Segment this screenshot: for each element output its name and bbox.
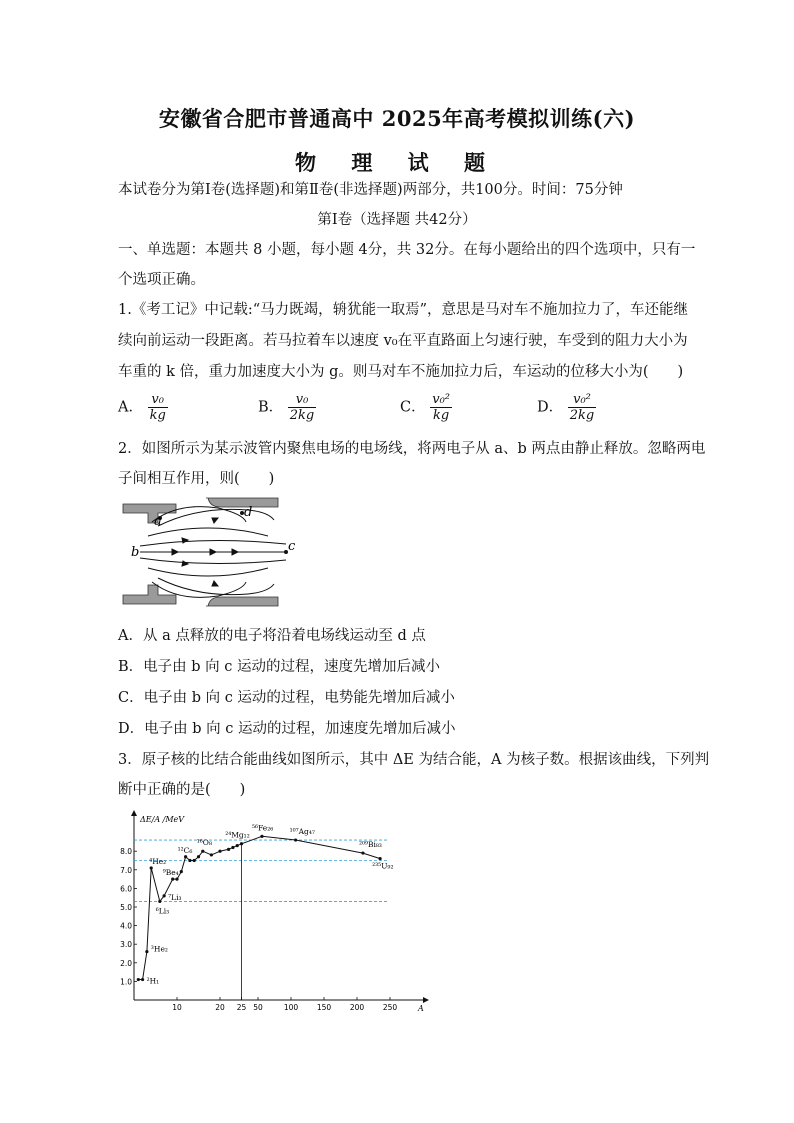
data-point bbox=[171, 878, 174, 881]
x-tick-label: 20 bbox=[215, 1003, 225, 1012]
x-tick-label: 25 bbox=[236, 1003, 247, 1012]
y-tick-label: 1.0 bbox=[120, 977, 132, 987]
nuclide-label: ⁹Be₄ bbox=[162, 868, 179, 878]
part1-instructions-line2: 个选项正确。 bbox=[118, 272, 205, 288]
x-tick-label: 10 bbox=[172, 1003, 182, 1012]
chart-series bbox=[137, 835, 382, 981]
x-tick-label: 250 bbox=[382, 1003, 398, 1012]
fraction: $\frac{\text{v₀}}{2kg}$ bbox=[289, 392, 315, 423]
data-point bbox=[150, 866, 153, 869]
data-point bbox=[175, 878, 178, 881]
q1-line1: 1.《考工记》中记载:“马力既竭，辀犹能一取焉”，意思是马对车不施加拉力了，车还能继 bbox=[118, 302, 689, 318]
x-axis-label: A bbox=[418, 1004, 424, 1013]
nuclide-label: ⁵⁶Fe₂₆ bbox=[251, 823, 274, 833]
nuclide-label: ²⁴Mg₁₂ bbox=[225, 830, 250, 840]
nuclide-label: ²⁰⁹Bi₈₃ bbox=[358, 840, 382, 850]
data-point bbox=[218, 850, 221, 853]
label-d: d bbox=[244, 505, 253, 520]
q2-option-d[interactable]: D．电子由 b 向 c 运动的过程，加速度先增加后减小 bbox=[118, 721, 456, 737]
chart-annotations bbox=[147, 823, 394, 985]
q2-option-b[interactable]: B．电子由 b 向 c 运动的过程，速度先增加后减小 bbox=[118, 659, 440, 675]
x-tick-label: 50 bbox=[253, 1003, 263, 1012]
data-point bbox=[141, 978, 144, 981]
fraction: $\frac{\text{v₀²}}{2kg}$ bbox=[569, 392, 595, 423]
nuclide-label: ²³⁵U₉₂ bbox=[372, 861, 394, 871]
nuclide-label: ²H₁ bbox=[146, 976, 160, 986]
y-tick-label: 5.0 bbox=[120, 903, 132, 912]
q1-option-d[interactable]: D． $\frac{\text{v₀²}}{2kg}$ bbox=[537, 392, 595, 423]
data-point bbox=[231, 846, 234, 849]
fraction: $\frac{\text{v₀}}{kg}$ bbox=[149, 392, 166, 423]
y-tick-label: 7.0 bbox=[120, 865, 132, 875]
x-tick-label: 100 bbox=[283, 1003, 299, 1012]
x-tick-label: 150 bbox=[316, 1003, 332, 1012]
y-tick-label: 8.0 bbox=[120, 847, 132, 857]
series-line bbox=[138, 836, 380, 979]
nuclide-label: ⁷Li₃ bbox=[168, 892, 182, 902]
nuclide-label: ¹⁰⁷Ag₄₇ bbox=[289, 827, 315, 837]
x-tick-label: 200 bbox=[349, 1003, 365, 1012]
data-point bbox=[197, 855, 200, 858]
nuclide-label: ¹²C₆ bbox=[177, 845, 193, 855]
label-c: c bbox=[288, 539, 296, 554]
q1-option-c[interactable]: C． $\frac{\text{v₀²}}{kg}$ bbox=[400, 392, 450, 423]
reference-lines bbox=[134, 840, 388, 1000]
subject-title: 物 理 试 题 bbox=[295, 150, 499, 175]
y-tick-label: 3.0 bbox=[120, 940, 132, 950]
data-point bbox=[210, 853, 213, 856]
binding-energy-chart bbox=[118, 808, 438, 1016]
q2-option-a[interactable]: A．从 a 点释放的电子将沿着电场线运动至 d 点 bbox=[118, 628, 426, 644]
q2-line2: 子间相互作用，则( ) bbox=[118, 471, 275, 487]
part1-instructions-line1: 一、单选题：本题共 8 小题，每小题 4分，共 32分。在每小题给出的四个选项中，只有一 bbox=[118, 242, 696, 258]
fraction: $\frac{\text{v₀²}}{kg}$ bbox=[432, 392, 450, 423]
data-point bbox=[163, 894, 166, 897]
data-point bbox=[260, 835, 263, 838]
q1-option-a[interactable]: A． $\frac{\text{v₀}}{kg}$ bbox=[118, 392, 166, 423]
label-a: a bbox=[154, 514, 162, 529]
page-title: 安徽省合肥市普通高中 2025年高考模拟训练(六) bbox=[158, 106, 636, 131]
data-point bbox=[184, 855, 187, 858]
section-heading: 第Ⅰ卷（选择题 共42分） bbox=[317, 212, 477, 228]
y-axis-arrow bbox=[131, 810, 137, 816]
data-point bbox=[137, 978, 140, 981]
y-tick-label: 6.0 bbox=[120, 884, 132, 894]
q1-line2: 续向前运动一段距离。若马拉着车以速度 v₀在平直路面上匀速行驶，车受到的阻力大小为 bbox=[118, 333, 688, 349]
data-point bbox=[180, 870, 183, 873]
data-point bbox=[236, 844, 239, 847]
data-point bbox=[294, 838, 297, 841]
chart-ticks bbox=[120, 847, 397, 1012]
data-point bbox=[201, 850, 204, 853]
field-lines bbox=[140, 507, 286, 598]
data-point bbox=[361, 851, 364, 854]
exam-intro: 本试卷分为第Ⅰ卷(选择题)和第Ⅱ卷(非选择题)两部分，共100分。时间：75分钟 bbox=[118, 182, 623, 198]
q2-line1: 2．如图所示为某示波管内聚焦电场的电场线，将两电子从 a、b 两点由静止释放。忽略两电 bbox=[118, 441, 706, 457]
data-point bbox=[240, 842, 243, 845]
y-tick-label: 2.0 bbox=[120, 958, 132, 968]
nuclide-label: ¹⁶O₈ bbox=[196, 838, 212, 848]
data-point bbox=[379, 857, 382, 860]
electric-field-diagram bbox=[118, 496, 298, 608]
nuclide-label: ³He₂ bbox=[150, 944, 168, 954]
label-b: b bbox=[131, 545, 140, 560]
q3-line1: 3．原子核的比结合能曲线如图所示，其中 ΔE 为结合能，A 为核子数。根据该曲线，下列判 bbox=[118, 752, 710, 768]
x-axis-arrow bbox=[423, 997, 429, 1003]
data-point bbox=[145, 950, 148, 953]
chart-axes bbox=[131, 810, 429, 1013]
nuclide-label: ⁴He₂ bbox=[149, 856, 167, 866]
y-axis-label: ΔE/A /MeV bbox=[140, 815, 185, 824]
q1-option-b[interactable]: B． $\frac{\text{v₀}}{2kg}$ bbox=[258, 392, 315, 423]
data-point bbox=[227, 848, 230, 851]
data-point bbox=[193, 859, 196, 862]
q3-line2: 断中正确的是( ) bbox=[118, 782, 246, 798]
q2-option-c[interactable]: C．电子由 b 向 c 运动的过程，电势能先增加后减小 bbox=[118, 690, 455, 706]
data-point bbox=[158, 900, 161, 903]
data-point bbox=[188, 859, 191, 862]
y-tick-label: 4.0 bbox=[120, 921, 132, 931]
nuclide-label: ⁶Li₃ bbox=[155, 906, 170, 916]
q1-line3: 车重的 k 倍，重力加速度大小为 g。则马对车不施加拉力后，车运动的位移大小为( ) bbox=[118, 364, 684, 380]
